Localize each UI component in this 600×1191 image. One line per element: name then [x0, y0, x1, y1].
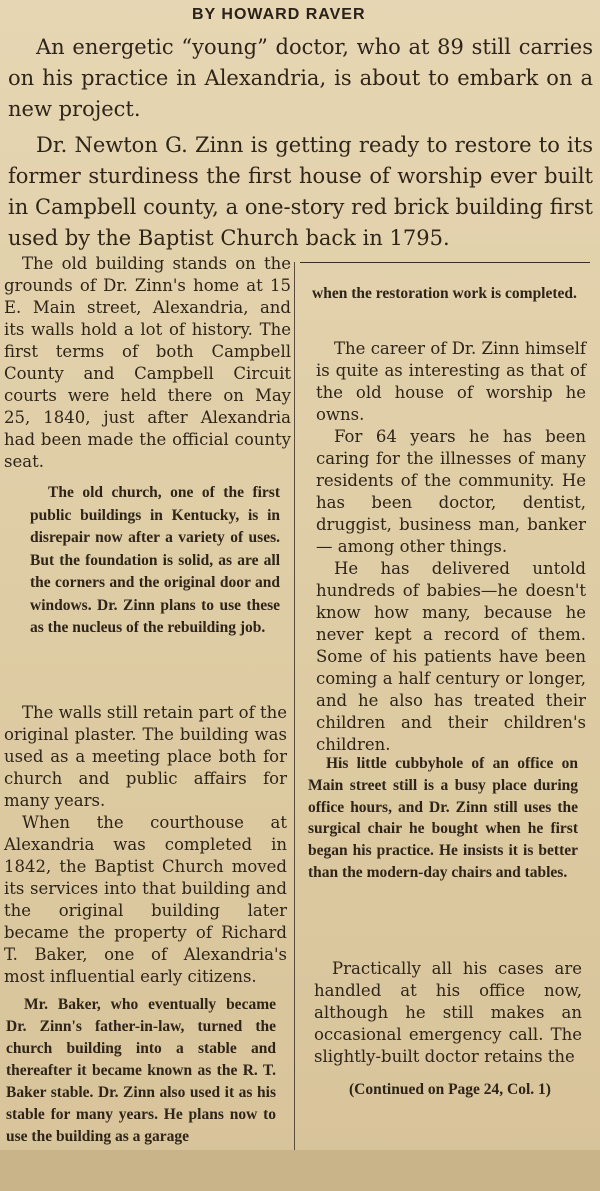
left-text-4: When the courthouse at Alexandria was completed in 1842, the Baptist Church moved its services into that building and the original building later became the property of Richard T. Baker, one of Alexandria's most influential early citizens.	[4, 813, 287, 986]
left-paragraph-1	[4, 253, 291, 473]
torn-edge	[0, 1150, 600, 1191]
right-paragraph-0-bold	[312, 283, 580, 305]
right-text-2: For 64 years he has been caring for the illnesses of many residents of the community. He has been doctor, dentist, druggist, business man, banker — among other things.	[316, 427, 586, 556]
right-paragraph-1	[316, 338, 586, 756]
left-paragraph-5-bold	[6, 994, 276, 1148]
continued-notice	[316, 1079, 584, 1101]
right-text-1: The career of Dr. Zinn himself is quite as interesting as that of the old house of worship he owns.	[316, 339, 586, 424]
column-rule	[300, 262, 590, 263]
left-paragraph-3	[4, 702, 287, 988]
byline-text: BY HOWARD RAVER	[192, 6, 366, 23]
left-text-2: The old church, one of the first public buildings in Kentucky, is in disrepair now after a variety of uses. But the foundation is solid, as are all the corners and the original door and windows. Dr. Zinn plans to use these as the nucleus of the rebuilding job.	[30, 484, 280, 636]
right-text-4: His little cubbyhole of an office on Main street still is a busy place during office hours, and Dr. Zinn still uses the surgical chair he bought when he first began his practice. He insists it is better than the modern-day chairs and tables.	[308, 755, 578, 881]
lead-text-1: An energetic “young” doctor, who at 89 still carries on his practice in Alexandria, is about to embark on a new project.	[8, 35, 593, 121]
left-text-3: The walls still retain part of the original plaster. The building was used as a meeting place both for church and public affairs for many years.	[4, 703, 287, 810]
lead-text-2: Dr. Newton G. Zinn is getting ready to restore to its former sturdiness the first house of worship ever built in Campbell county, a one-story red brick building first used by the Baptist Church back in 1795.	[8, 133, 593, 250]
column-divider	[294, 262, 295, 1172]
left-text-5: Mr. Baker, who eventually became Dr. Zinn's father-in-law, turned the church building into a stable and thereafter it became known as the R. T. Baker stable. Dr. Zinn also used it as his stable for many years. He plans now to use the building as a garage	[6, 996, 276, 1145]
continued-text: (Continued on Page 24, Col. 1)	[349, 1081, 551, 1098]
right-text-0: when the restoration work is completed.	[312, 285, 577, 302]
lead-paragraph-1	[8, 32, 593, 125]
byline	[0, 0, 600, 30]
left-text-1: The old building stands on the grounds of Dr. Zinn's home at 15 E. Main street, Alexandria, and its walls hold a lot of history. The first terms of both Campbell County and Campbell Circuit courts were held there on May 25, 1840, just after Alexandria had been made the official county seat.	[4, 254, 291, 471]
left-paragraph-2-bold	[30, 482, 280, 640]
right-paragraph-4-bold	[308, 753, 578, 884]
right-text-3: He has delivered untold hundreds of babies—he doesn't know how many, because he never kept a record of them. Some of his patients have been coming a half century or longer, and he also has treated their children and their children's children.	[316, 559, 586, 754]
right-text-5: Practically all his cases are handled at his office now, although he still makes an occasional emergency call. The slightly-built doctor retains the	[314, 959, 582, 1066]
right-paragraph-5	[314, 958, 582, 1068]
lead-paragraph-2	[8, 130, 593, 254]
